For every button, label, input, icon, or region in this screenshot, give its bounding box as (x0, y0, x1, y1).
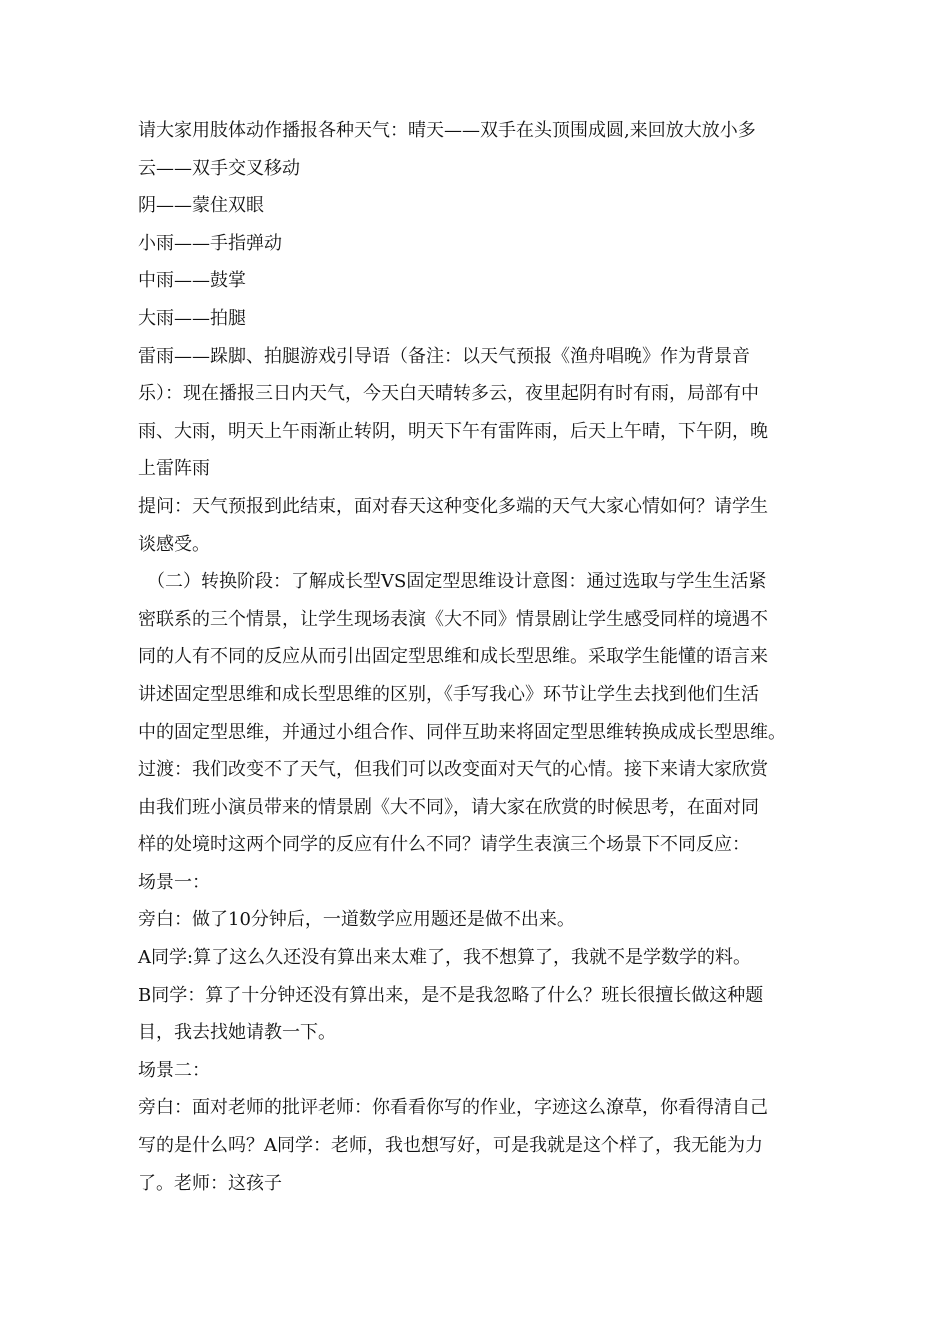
body-line: 同的人有不同的反应从而引出固定型思维和成长型思维。采取学生能懂的语言来 (138, 646, 768, 668)
body-line: 上雷阵雨 (138, 458, 210, 480)
section-heading-line: （二）转换阶段：了解成长型VS固定型思维设计意图：通过选取与学生生活紧 (147, 571, 767, 593)
body-line: 提问：天气预报到此结束，面对春天这种变化多端的天气大家心情如何？请学生 (138, 495, 768, 517)
scene-heading-line: 场景二： (138, 1059, 210, 1081)
body-line: 目，我去找她请教一下。 (138, 1022, 336, 1044)
body-line: 云——双手交叉移动 (138, 157, 300, 179)
body-line: 谈感受。 (138, 533, 210, 555)
body-line: 旁白：面对老师的批评老师：你看看你写的作业，字迹这么潦草，你看得清自己 (138, 1097, 768, 1119)
body-line: 中的固定型思维，并通过小组合作、同伴互助来将固定型思维转换成成长型思维。 (138, 721, 786, 743)
body-line: 讲述固定型思维和成长型思维的区别，《手写我心》环节让学生去找到他们生活 (138, 683, 759, 705)
body-line: 雨、大雨，明天上午雨渐止转阴，明天下午有雷阵雨，后天上午晴，下午阴，晚 (138, 420, 768, 442)
body-line: 请大家用肢体动作播报各种天气：晴天——双手在头顶围成圆,来回放大放小多 (138, 120, 756, 141)
body-line: 阴——蒙住双眼 (138, 195, 264, 217)
body-line: 由我们班小演员带来的情景剧《大不同》，请大家在欣赏的时候思考，在面对同 (138, 796, 759, 818)
body-line: 样的处境时这两个同学的反应有什么不同？请学生表演三个场景下不同反应： (138, 834, 750, 856)
body-line: 小雨——手指弹动 (138, 232, 282, 254)
body-line: 雷雨——跺脚、拍腿游戏引导语（备注：以天气预报《渔舟唱晚》作为背景音 (138, 345, 750, 367)
body-line: 过渡：我们改变不了天气，但我们可以改变面对天气的心情。接下来请大家欣赏 (138, 759, 768, 781)
body-line: 乐）：现在播报三日内天气，今天白天晴转多云，夜里起阴有时有雨，局部有中 (138, 383, 759, 405)
body-line: 密联系的三个情景，让学生现场表演《大不同》情景剧让学生感受同样的境遇不 (138, 608, 768, 630)
body-line: 写的是什么吗？A同学：老师，我也想写好，可是我就是这个样了，我无能为力 (138, 1135, 763, 1157)
body-line: A同学:算了这么久还没有算出来太难了，我不想算了，我就不是学数学的料。 (138, 947, 752, 969)
body-line: 旁白：做了10分钟后，一道数学应用题还是做不出来。 (138, 909, 575, 931)
body-line: 大雨——拍腿 (138, 307, 246, 329)
body-line: 了。老师：这孩子 (138, 1172, 282, 1194)
scene-heading-line: 场景一： (138, 871, 210, 893)
body-line: B同学：算了十分钟还没有算出来，是不是我忽略了什么？班长很擅长做这种题 (138, 984, 764, 1006)
body-line: 中雨——鼓掌 (138, 270, 246, 292)
document-body (138, 112, 818, 1202)
